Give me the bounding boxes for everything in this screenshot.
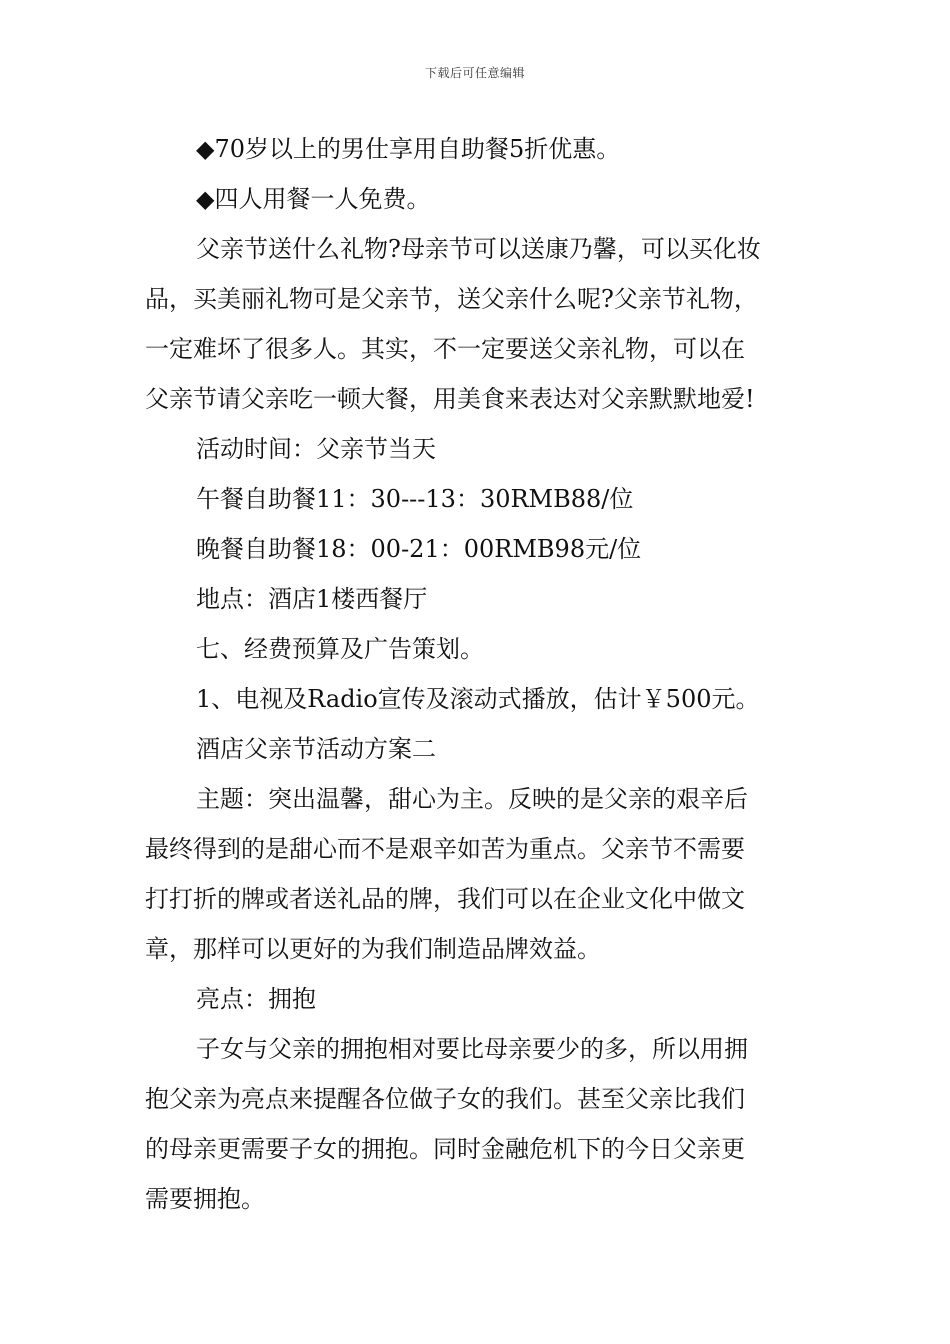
text-line: 活动时间：父亲节当天 bbox=[196, 435, 436, 463]
text-line: 章，那样可以更好的为我们制造品牌效益。 bbox=[145, 935, 601, 963]
text-line: 需要拥抱。 bbox=[145, 1185, 265, 1213]
text-line: 打打折的牌或者送礼品的牌，我们可以在企业文化中做文 bbox=[145, 885, 745, 913]
text-line: 酒店父亲节活动方案二 bbox=[196, 735, 436, 763]
text-line: 父亲节请父亲吃一顿大餐，用美食来表达对父亲默默地爱! bbox=[145, 385, 755, 413]
page-header: 下载后可任意编辑 bbox=[424, 66, 525, 80]
text-line: 七、经费预算及广告策划。 bbox=[196, 635, 484, 663]
text-line: 品，买美丽礼物可是父亲节，送父亲什么呢?父亲节礼物， bbox=[145, 285, 758, 313]
text-line: 1、电视及Radio宣传及滚动式播放，估计￥500元。 bbox=[196, 685, 760, 713]
text-line: 晚餐自助餐18：00-21：00RMB98元/位 bbox=[196, 535, 642, 563]
text-line: 一定难坏了很多人。其实，不一定要送父亲礼物，可以在 bbox=[145, 335, 745, 363]
text-line: 亮点：拥抱 bbox=[196, 985, 316, 1013]
text-line: ◆四人用餐一人免费。 bbox=[196, 185, 431, 213]
text-line: 子女与父亲的拥抱相对要比母亲要少的多，所以用拥 bbox=[196, 1035, 748, 1063]
text-line: 主题：突出温馨，甜心为主。反映的是父亲的艰辛后 bbox=[196, 785, 748, 813]
text-line: 的母亲更需要子女的拥抱。同时金融危机下的今日父亲更 bbox=[145, 1135, 745, 1163]
text-line: ◆70岁以上的男仕享用自助餐5折优惠。 bbox=[196, 135, 621, 163]
text-line: 地点：酒店1楼西餐厅 bbox=[196, 585, 428, 613]
text-line: 抱父亲为亮点来提醒各位做子女的我们。甚至父亲比我们 bbox=[145, 1085, 745, 1113]
text-line: 父亲节送什么礼物?母亲节可以送康乃馨，可以买化妆 bbox=[196, 235, 761, 263]
text-line: 午餐自助餐11：30---13：30RMB88/位 bbox=[196, 485, 634, 513]
document-body bbox=[145, 124, 810, 1224]
text-line: 最终得到的是甜心而不是艰辛如苦为重点。父亲节不需要 bbox=[145, 835, 745, 863]
